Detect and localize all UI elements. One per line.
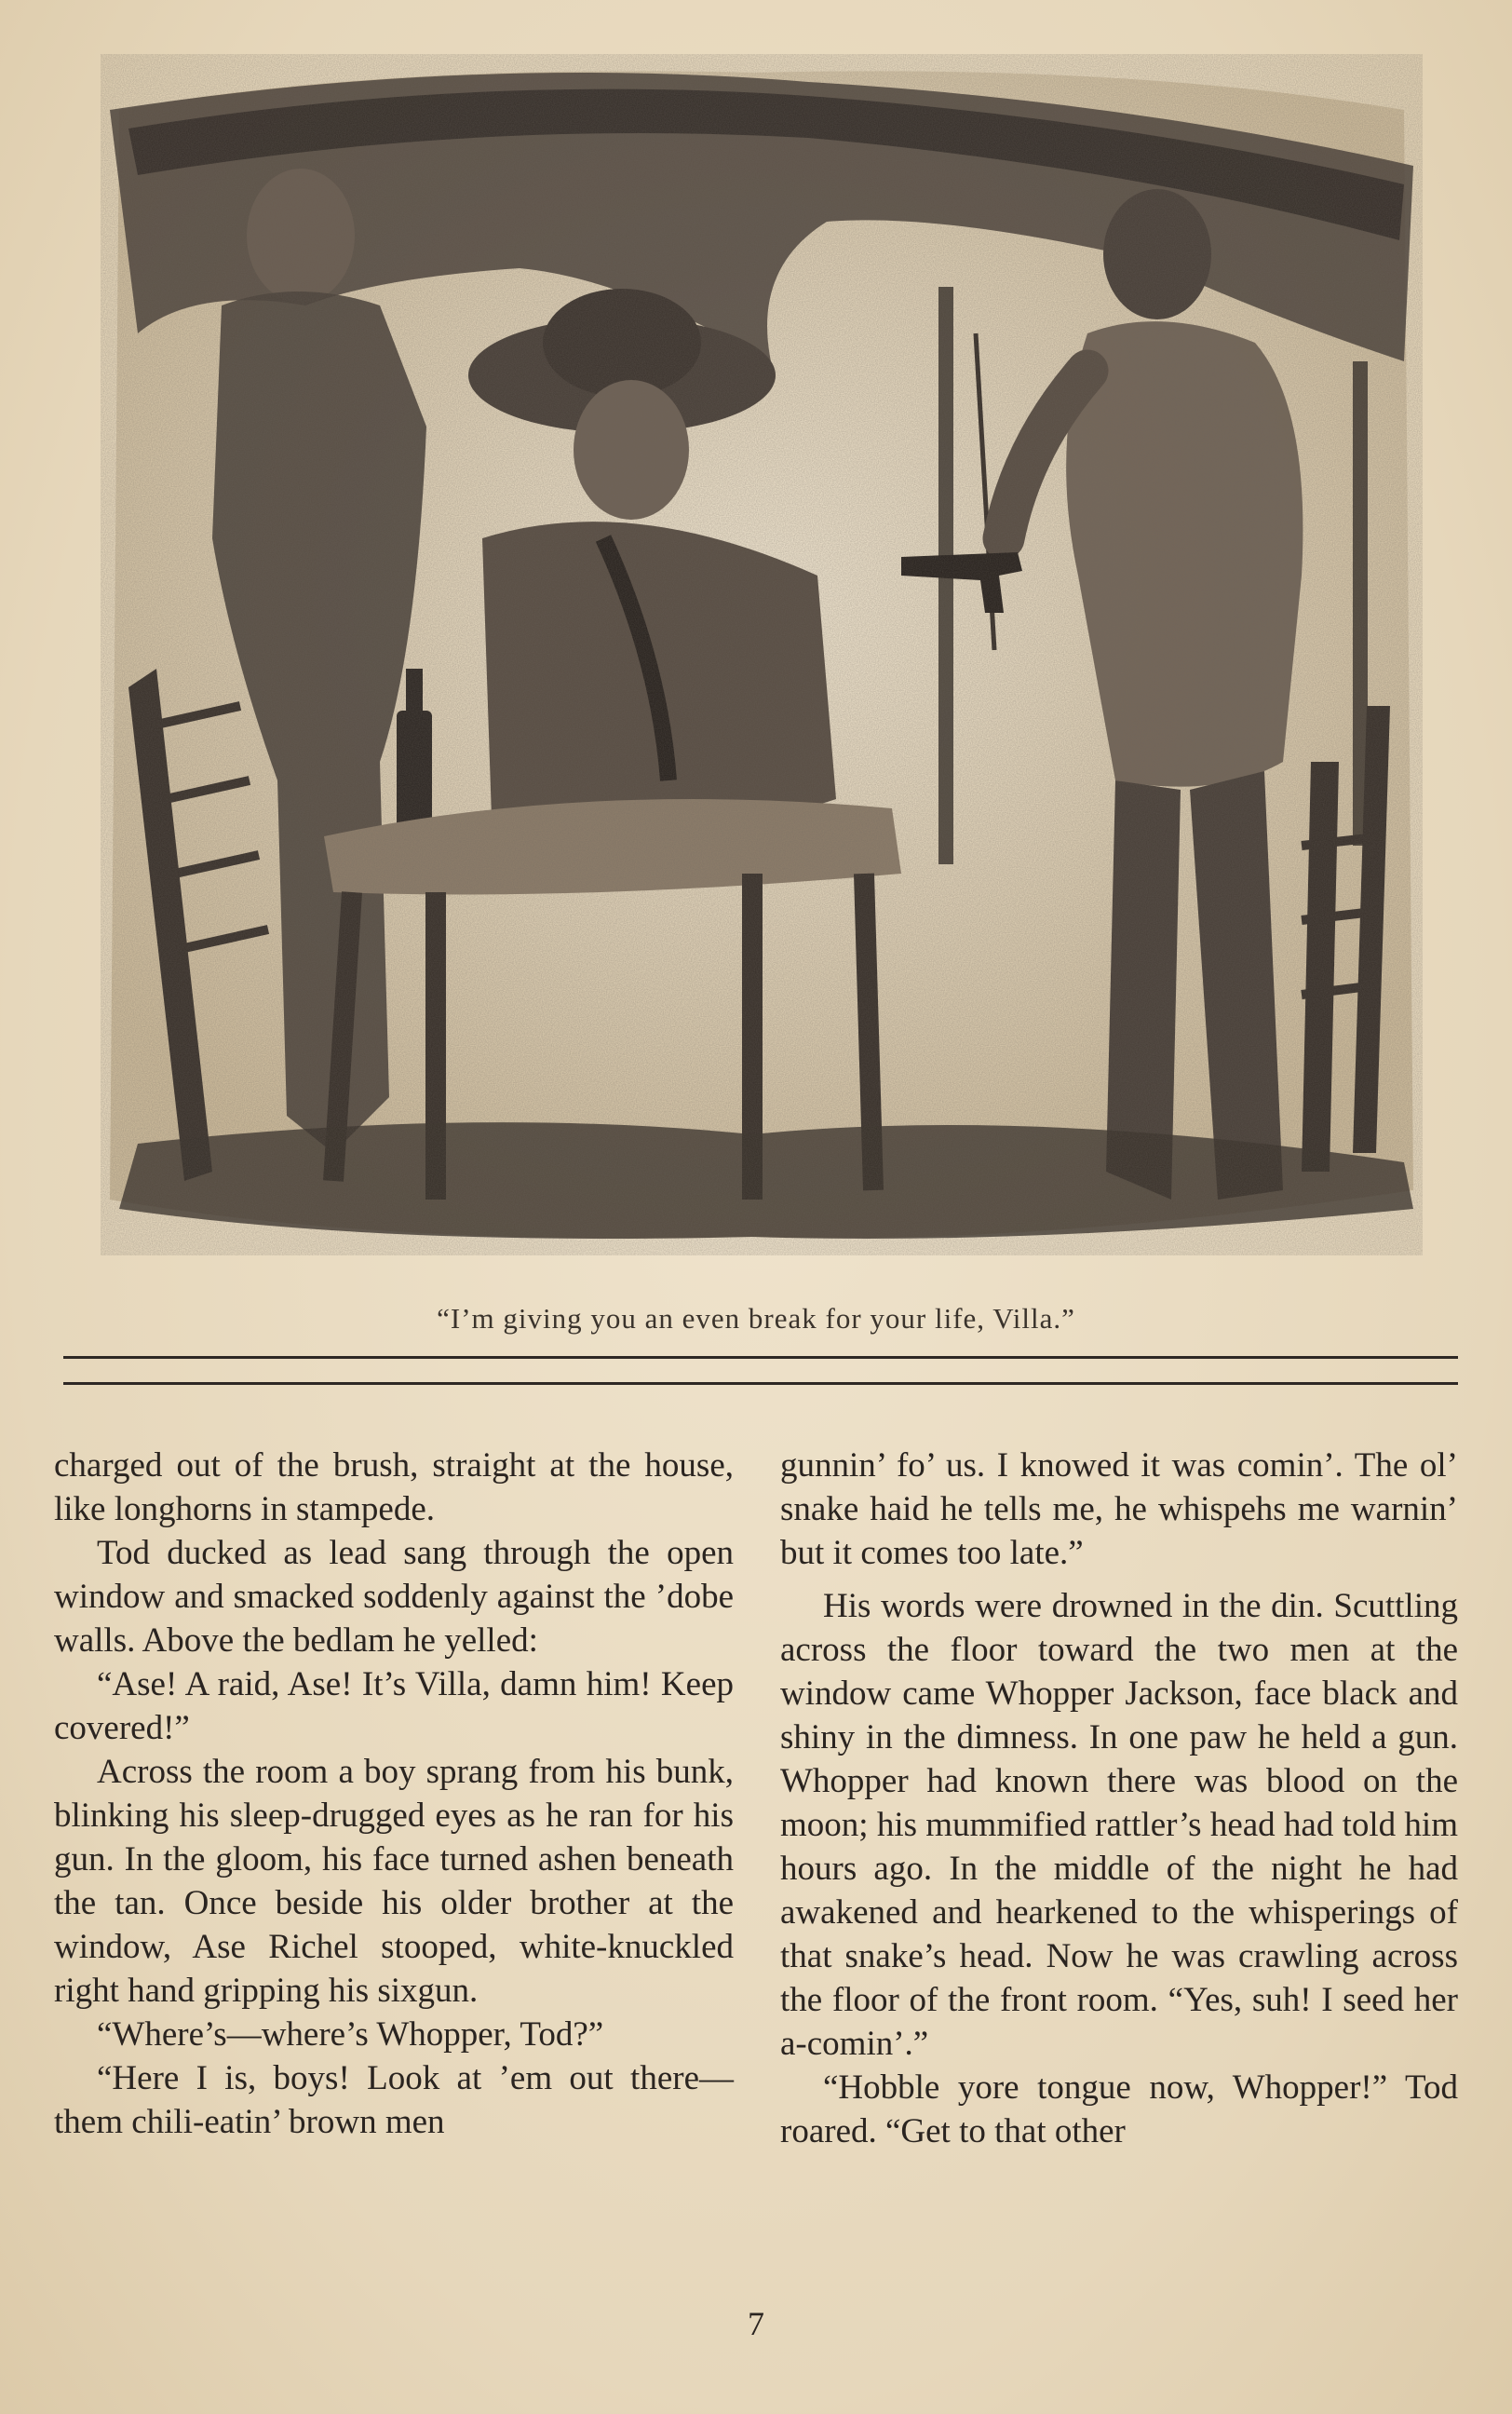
divider-rule — [63, 1356, 1458, 1359]
paragraph: gunnin’ fo’ us. I knowed it was comin’. The ol’ snake haid he tells me, he whispehs me warnin’ but it comes too late.” — [780, 1446, 1458, 1572]
divider-rule — [63, 1382, 1458, 1385]
paragraph: Tod ducked as lead sang through the open window and smacked soddenly against the ’dobe walls. Above the bedlam he yelled: — [54, 1534, 734, 1660]
paragraph: Across the room a boy sprang from his bunk, blinking his sleep-drugged eyes as he ran for his gun. In the gloom, his face turned ashen beneath the tan. Once beside his older brother at the window, Ase Richel stooped, white-knuckled right hand gripping his sixgun. — [54, 1753, 734, 2010]
paragraph: “Hobble yore tongue now, Whopper!” Tod roared. “Get to that other — [780, 2068, 1458, 2150]
page-number: 7 — [748, 2305, 764, 2342]
paragraph: His words were drowned in the din. Scuttling across the floor toward the two men at the window came Whopper Jackson, face black and shiny in the dimness. In one paw he held a gun. Whopper had known there was blood on the moon; his mummified rattler’s head had told him hours ago. In the middle of the night he had awakened and hearkened to the whisperings of that snake’s head. Now he was crawling across the floor of the front room. “Yes, suh! I seed her a-comin’.” — [780, 1587, 1458, 2063]
text-column-left — [54, 1444, 734, 2144]
paragraph: charged out of the brush, straight at the house, like longhorns in stampede. — [54, 1446, 734, 1528]
illustration-caption: “I’m giving you an even break for your life, Villa.” — [437, 1302, 1075, 1335]
illustration-villa-scene — [101, 54, 1423, 1255]
paragraph: “Here I is, boys! Look at ’em out there—them chili-eatin’ brown men — [54, 2059, 734, 2141]
text-column-right — [780, 1444, 1458, 2153]
paragraph: “Where’s—where’s Whopper, Tod?” — [97, 2015, 604, 2054]
paragraph: “Ase! A raid, Ase! It’s Villa, damn him! Keep covered!” — [54, 1665, 734, 1747]
